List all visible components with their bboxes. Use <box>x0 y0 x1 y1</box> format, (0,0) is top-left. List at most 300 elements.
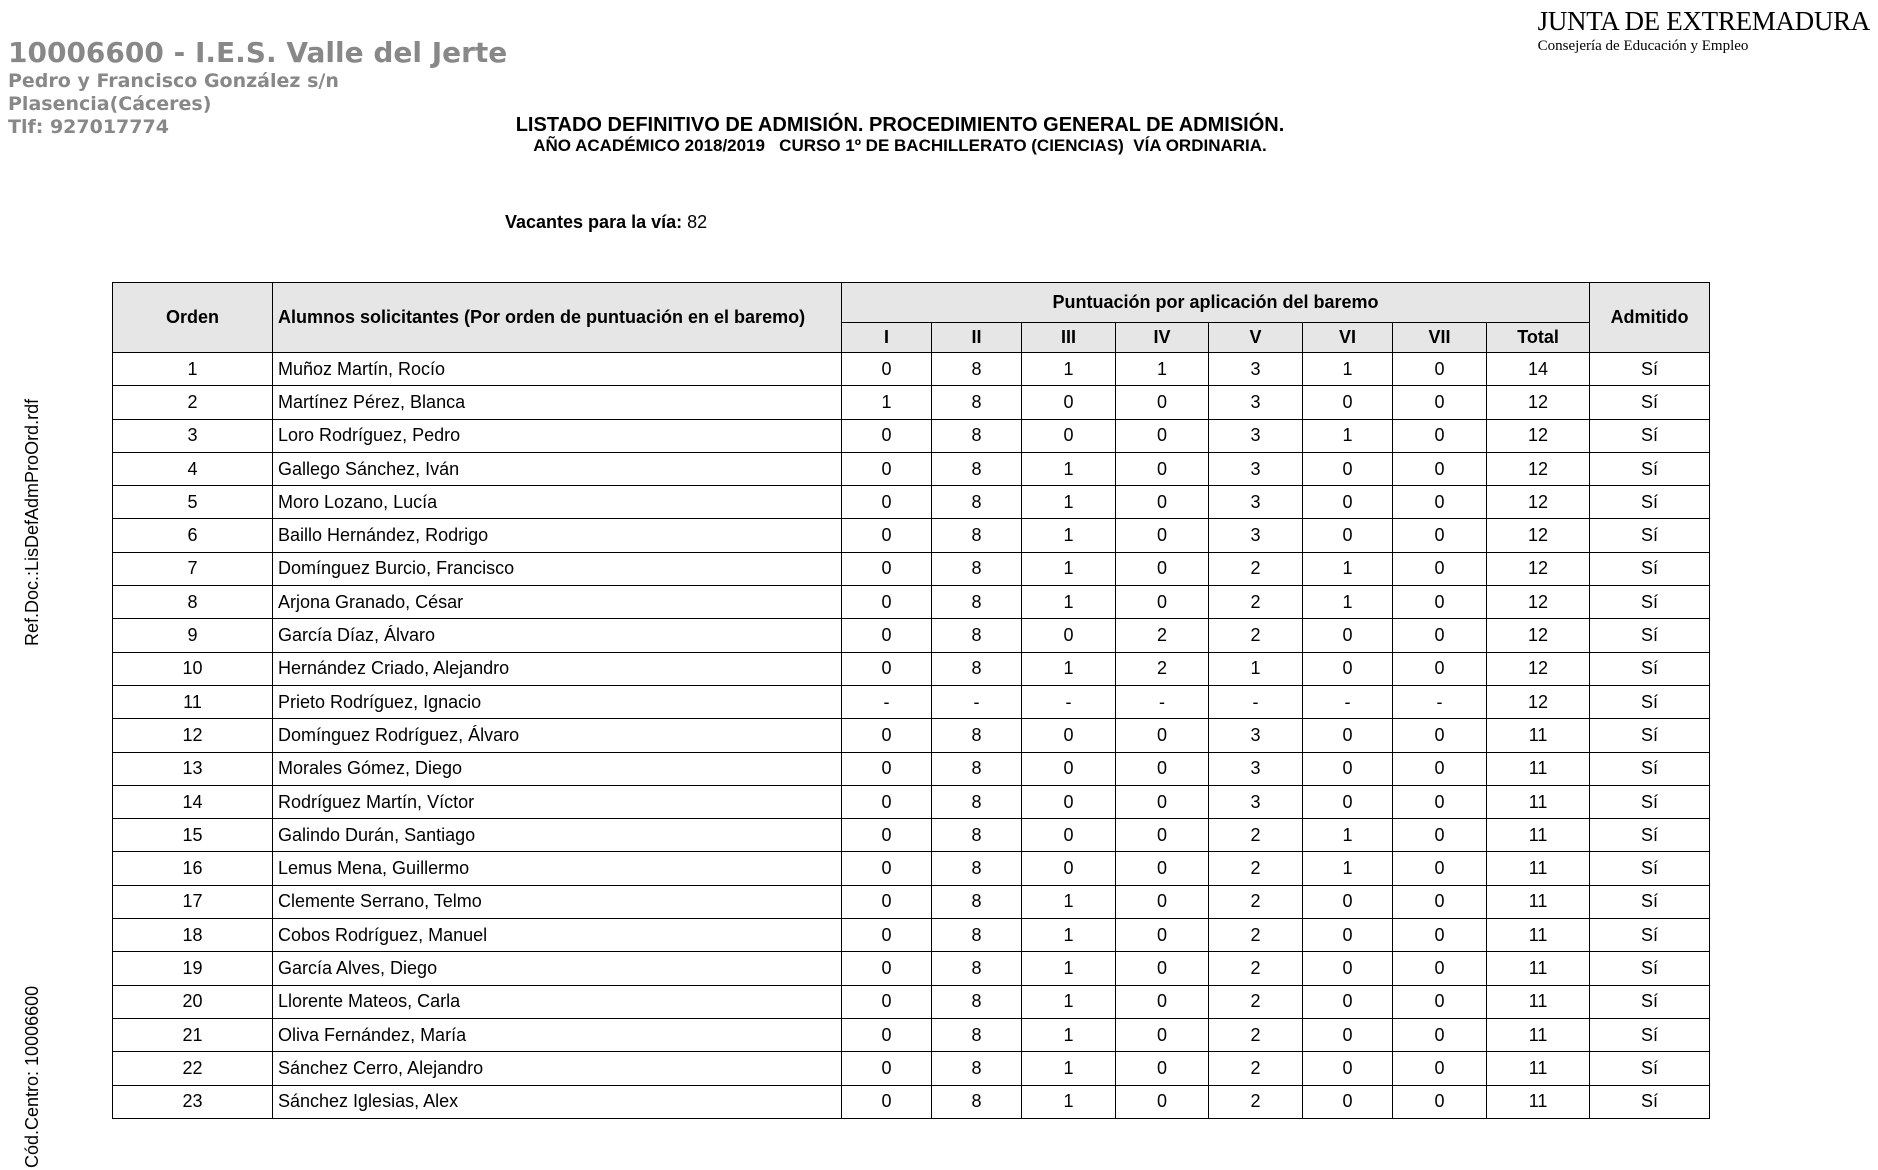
admitido-cell: Sí <box>1590 486 1710 519</box>
student-name-cell: Domínguez Rodríguez, Álvaro <box>273 719 842 752</box>
orden-cell: 22 <box>113 1052 273 1085</box>
student-name-cell: Cobos Rodríguez, Manuel <box>273 919 842 952</box>
score-cell: - <box>1393 685 1487 718</box>
student-name-cell: Loro Rodríguez, Pedro <box>273 419 842 452</box>
orden-cell: 14 <box>113 785 273 818</box>
score-cell: 8 <box>932 952 1022 985</box>
admitido-cell: Sí <box>1590 952 1710 985</box>
student-name-cell: Sánchez Cerro, Alejandro <box>273 1052 842 1085</box>
score-cell: 8 <box>932 785 1022 818</box>
orden-cell: 18 <box>113 919 273 952</box>
score-cell: 0 <box>1116 519 1209 552</box>
junta-logo <box>1538 6 1870 56</box>
score-cell: 0 <box>1022 619 1116 652</box>
student-name-cell: García Díaz, Álvaro <box>273 619 842 652</box>
header-criterion-total: Total <box>1487 323 1590 353</box>
score-cell: 2 <box>1209 586 1303 619</box>
score-cell: 8 <box>932 419 1022 452</box>
admitido-cell: Sí <box>1590 885 1710 918</box>
orden-cell: 15 <box>113 819 273 852</box>
header-criterion-i: I <box>842 323 932 353</box>
score-cell: 2 <box>1209 885 1303 918</box>
score-cell: 0 <box>1303 452 1393 485</box>
score-cell: 11 <box>1487 952 1590 985</box>
score-cell: 0 <box>1393 919 1487 952</box>
score-cell: 0 <box>1116 552 1209 585</box>
score-cell: 14 <box>1487 353 1590 386</box>
table-row <box>113 852 1710 885</box>
score-cell: 0 <box>1393 785 1487 818</box>
score-cell: 8 <box>932 552 1022 585</box>
student-name-cell: Domínguez Burcio, Francisco <box>273 552 842 585</box>
score-cell: 1 <box>1022 1018 1116 1051</box>
score-cell: 0 <box>1116 852 1209 885</box>
school-city: Plasencia(Cáceres) <box>8 93 212 115</box>
cod-centro-label: Cód.Centro: 10006600 <box>22 985 42 1168</box>
score-cell: 0 <box>1303 652 1393 685</box>
orden-cell: 16 <box>113 852 273 885</box>
table-row <box>113 552 1710 585</box>
orden-cell: 7 <box>113 552 273 585</box>
score-cell: 0 <box>1393 752 1487 785</box>
table-row <box>113 685 1710 718</box>
score-cell: 0 <box>1393 519 1487 552</box>
score-cell: 1 <box>842 386 932 419</box>
score-cell: 0 <box>1393 619 1487 652</box>
document-title <box>380 114 1420 156</box>
header-criterion-v: V <box>1209 323 1303 353</box>
score-cell: 0 <box>1393 353 1487 386</box>
score-cell: 0 <box>1116 719 1209 752</box>
score-cell: - <box>1303 685 1393 718</box>
score-cell: 11 <box>1487 1018 1590 1051</box>
score-cell: 0 <box>1393 419 1487 452</box>
score-cell: 0 <box>842 1018 932 1051</box>
score-cell: 8 <box>932 1052 1022 1085</box>
table-row <box>113 353 1710 386</box>
score-cell: - <box>842 685 932 718</box>
logo-subtitle: Consejería de Educación y Empleo <box>1537 38 1749 54</box>
student-name-cell: Hernández Criado, Alejandro <box>273 652 842 685</box>
score-cell: 1 <box>1022 985 1116 1018</box>
table-row <box>113 819 1710 852</box>
score-cell: 1 <box>1209 652 1303 685</box>
score-cell: 0 <box>842 1085 932 1118</box>
orden-cell: 23 <box>113 1085 273 1118</box>
score-cell: 0 <box>842 486 932 519</box>
table-row <box>113 1085 1710 1118</box>
orden-cell: 12 <box>113 719 273 752</box>
admitido-cell: Sí <box>1590 785 1710 818</box>
student-name-cell: Llorente Mateos, Carla <box>273 985 842 1018</box>
header-criterion-vii: VII <box>1393 323 1487 353</box>
score-cell: 11 <box>1487 1052 1590 1085</box>
table-row <box>113 386 1710 419</box>
table-row <box>113 719 1710 752</box>
orden-cell: 2 <box>113 386 273 419</box>
header-criterion-vi: VI <box>1303 323 1393 353</box>
orden-cell: 9 <box>113 619 273 652</box>
student-name-cell: Muñoz Martín, Rocío <box>273 353 842 386</box>
score-cell: 1 <box>1022 885 1116 918</box>
score-cell: 0 <box>1116 1085 1209 1118</box>
admitido-cell: Sí <box>1590 985 1710 1018</box>
header-admitido: Admitido <box>1590 283 1710 353</box>
score-cell: 11 <box>1487 885 1590 918</box>
score-cell: 8 <box>932 919 1022 952</box>
score-cell: 0 <box>1393 852 1487 885</box>
admitido-cell: Sí <box>1590 1052 1710 1085</box>
score-cell: 2 <box>1209 619 1303 652</box>
student-name-cell: Galindo Durán, Santiago <box>273 819 842 852</box>
score-cell: 0 <box>1393 1018 1487 1051</box>
score-cell: 0 <box>1116 452 1209 485</box>
score-cell: 8 <box>932 985 1022 1018</box>
admitido-cell: Sí <box>1590 552 1710 585</box>
score-cell: 8 <box>932 885 1022 918</box>
admitido-cell: Sí <box>1590 919 1710 952</box>
score-cell: 0 <box>1116 919 1209 952</box>
score-cell: - <box>1022 685 1116 718</box>
score-cell: 11 <box>1487 852 1590 885</box>
table-row <box>113 985 1710 1018</box>
score-cell: 0 <box>1393 386 1487 419</box>
score-cell: 0 <box>1116 419 1209 452</box>
score-cell: 0 <box>1022 419 1116 452</box>
score-cell: 3 <box>1209 353 1303 386</box>
table-row <box>113 785 1710 818</box>
student-name-cell: Martínez Pérez, Blanca <box>273 386 842 419</box>
score-cell: 0 <box>1393 652 1487 685</box>
score-cell: 3 <box>1209 452 1303 485</box>
table-row <box>113 1018 1710 1051</box>
score-cell: 1 <box>1116 353 1209 386</box>
vacantes-label: Vacantes para la vía: <box>505 212 683 232</box>
score-cell: 11 <box>1487 1085 1590 1118</box>
score-cell: 0 <box>1303 1018 1393 1051</box>
score-cell: 0 <box>842 652 932 685</box>
header-alumnos: Alumnos solicitantes (Por orden de puntuación en el baremo) <box>273 283 842 353</box>
score-cell: 8 <box>932 386 1022 419</box>
score-cell: 0 <box>1393 819 1487 852</box>
score-cell: 12 <box>1487 619 1590 652</box>
orden-cell: 4 <box>113 452 273 485</box>
score-cell: 2 <box>1209 985 1303 1018</box>
score-cell: 0 <box>1022 719 1116 752</box>
score-cell: 0 <box>1116 752 1209 785</box>
score-cell: 0 <box>1022 752 1116 785</box>
score-cell: 12 <box>1487 386 1590 419</box>
admitido-cell: Sí <box>1590 1085 1710 1118</box>
score-cell: 1 <box>1303 586 1393 619</box>
score-cell: 0 <box>842 419 932 452</box>
score-cell: 12 <box>1487 685 1590 718</box>
score-cell: 1 <box>1303 419 1393 452</box>
admitido-cell: Sí <box>1590 353 1710 386</box>
admitido-cell: Sí <box>1590 419 1710 452</box>
score-cell: 0 <box>1022 386 1116 419</box>
score-cell: 0 <box>1303 1085 1393 1118</box>
admitido-cell: Sí <box>1590 452 1710 485</box>
score-cell: 12 <box>1487 519 1590 552</box>
score-cell: 2 <box>1209 1018 1303 1051</box>
score-cell: 0 <box>842 719 932 752</box>
score-cell: 12 <box>1487 586 1590 619</box>
score-cell: 8 <box>932 353 1022 386</box>
student-name-cell: Lemus Mena, Guillermo <box>273 852 842 885</box>
table-row <box>113 952 1710 985</box>
score-cell: 8 <box>932 852 1022 885</box>
table-row <box>113 486 1710 519</box>
orden-cell: 17 <box>113 885 273 918</box>
score-cell: 11 <box>1487 719 1590 752</box>
header-criterion-iii: III <box>1022 323 1116 353</box>
score-cell: 0 <box>1116 1052 1209 1085</box>
score-cell: 0 <box>1116 386 1209 419</box>
orden-cell: 1 <box>113 353 273 386</box>
score-cell: 0 <box>1116 785 1209 818</box>
score-cell: 1 <box>1022 1085 1116 1118</box>
score-cell: 0 <box>1303 919 1393 952</box>
score-cell: 1 <box>1022 1052 1116 1085</box>
score-cell: 1 <box>1303 819 1393 852</box>
score-cell: 0 <box>842 852 932 885</box>
score-cell: 8 <box>932 719 1022 752</box>
score-cell: 0 <box>1393 985 1487 1018</box>
score-cell: 0 <box>1116 586 1209 619</box>
student-name-cell: Gallego Sánchez, Iván <box>273 452 842 485</box>
score-cell: 0 <box>1303 486 1393 519</box>
score-cell: 12 <box>1487 652 1590 685</box>
admitido-cell: Sí <box>1590 586 1710 619</box>
score-cell: 0 <box>1116 952 1209 985</box>
vacantes <box>505 212 707 233</box>
score-cell: 8 <box>932 586 1022 619</box>
header-criterion-iv: IV <box>1116 323 1209 353</box>
score-cell: 0 <box>1303 785 1393 818</box>
admitido-cell: Sí <box>1590 386 1710 419</box>
admitido-cell: Sí <box>1590 819 1710 852</box>
score-cell: 1 <box>1022 952 1116 985</box>
score-cell: 0 <box>1393 1052 1487 1085</box>
orden-cell: 6 <box>113 519 273 552</box>
student-name-cell: Clemente Serrano, Telmo <box>273 885 842 918</box>
score-cell: 0 <box>1393 1085 1487 1118</box>
header-puntuacion: Puntuación por aplicación del baremo <box>842 283 1590 323</box>
orden-cell: 10 <box>113 652 273 685</box>
student-name-cell: Prieto Rodríguez, Ignacio <box>273 685 842 718</box>
score-cell: 3 <box>1209 785 1303 818</box>
score-cell: 1 <box>1022 452 1116 485</box>
title-line-2: AÑO ACADÉMICO 2018/2019 CURSO 1º DE BACHILLERATO (CIENCIAS) VÍA ORDINARIA. <box>533 136 1267 155</box>
score-cell: 0 <box>842 452 932 485</box>
score-cell: 0 <box>842 586 932 619</box>
admitido-cell: Sí <box>1590 685 1710 718</box>
score-cell: 0 <box>1116 885 1209 918</box>
score-cell: 3 <box>1209 386 1303 419</box>
score-cell: 0 <box>1303 1052 1393 1085</box>
score-cell: 2 <box>1209 1085 1303 1118</box>
score-cell: 8 <box>932 619 1022 652</box>
score-cell: 8 <box>932 819 1022 852</box>
score-cell: 1 <box>1022 586 1116 619</box>
admission-table <box>112 282 1710 1119</box>
title-line-1: LISTADO DEFINITIVO DE ADMISIÓN. PROCEDIMIENTO GENERAL DE ADMISIÓN. <box>515 114 1285 136</box>
student-name-cell: Oliva Fernández, María <box>273 1018 842 1051</box>
table-row <box>113 1052 1710 1085</box>
table-row <box>113 419 1710 452</box>
score-cell: 0 <box>1393 952 1487 985</box>
score-cell: 0 <box>1303 752 1393 785</box>
table-row <box>113 586 1710 619</box>
score-cell: 1 <box>1022 353 1116 386</box>
score-cell: 8 <box>932 519 1022 552</box>
table-row <box>113 652 1710 685</box>
score-cell: 0 <box>1303 719 1393 752</box>
student-name-cell: Morales Gómez, Diego <box>273 752 842 785</box>
score-cell: 2 <box>1209 919 1303 952</box>
orden-cell: 3 <box>113 419 273 452</box>
score-cell: 0 <box>1022 785 1116 818</box>
score-cell: 0 <box>1393 552 1487 585</box>
score-cell: 0 <box>842 519 932 552</box>
admitido-cell: Sí <box>1590 752 1710 785</box>
score-cell: 3 <box>1209 752 1303 785</box>
score-cell: 12 <box>1487 486 1590 519</box>
admitido-cell: Sí <box>1590 1018 1710 1051</box>
student-name-cell: Rodríguez Martín, Víctor <box>273 785 842 818</box>
score-cell: 11 <box>1487 785 1590 818</box>
score-cell: 1 <box>1022 552 1116 585</box>
score-cell: 3 <box>1209 486 1303 519</box>
score-cell: 0 <box>1303 519 1393 552</box>
score-cell: 8 <box>932 1018 1022 1051</box>
orden-cell: 21 <box>113 1018 273 1051</box>
table-row <box>113 452 1710 485</box>
orden-cell: 8 <box>113 586 273 619</box>
score-cell: 0 <box>1303 952 1393 985</box>
logo-title: JUNTA DE EXTREMADURA <box>1537 6 1870 36</box>
score-cell: 12 <box>1487 452 1590 485</box>
score-cell: 0 <box>1393 885 1487 918</box>
score-cell: 0 <box>842 552 932 585</box>
score-cell: 0 <box>1303 985 1393 1018</box>
score-cell: 2 <box>1209 552 1303 585</box>
orden-cell: 13 <box>113 752 273 785</box>
orden-cell: 19 <box>113 952 273 985</box>
score-cell: 2 <box>1116 619 1209 652</box>
score-cell: 1 <box>1303 552 1393 585</box>
score-cell: 0 <box>842 353 932 386</box>
score-cell: 12 <box>1487 419 1590 452</box>
score-cell: 3 <box>1209 519 1303 552</box>
score-cell: 0 <box>1116 1018 1209 1051</box>
score-cell: 0 <box>842 1052 932 1085</box>
score-cell: 0 <box>842 952 932 985</box>
score-cell: 2 <box>1209 1052 1303 1085</box>
vacantes-value: 82 <box>687 212 708 232</box>
score-cell: 0 <box>1393 719 1487 752</box>
score-cell: 0 <box>1393 452 1487 485</box>
score-cell: 8 <box>932 452 1022 485</box>
score-cell: 0 <box>1303 386 1393 419</box>
score-cell: 0 <box>1116 486 1209 519</box>
score-cell: - <box>1209 685 1303 718</box>
school-phone: Tlf: 927017774 <box>8 116 169 138</box>
table-row <box>113 752 1710 785</box>
score-cell: 11 <box>1487 819 1590 852</box>
score-cell: 0 <box>1393 586 1487 619</box>
score-cell: 11 <box>1487 752 1590 785</box>
score-cell: 1 <box>1303 353 1393 386</box>
header-orden: Orden <box>113 283 273 353</box>
score-cell: 2 <box>1209 819 1303 852</box>
score-cell: 0 <box>1116 985 1209 1018</box>
score-cell: 0 <box>842 885 932 918</box>
admitido-cell: Sí <box>1590 852 1710 885</box>
score-cell: 2 <box>1209 852 1303 885</box>
orden-cell: 20 <box>113 985 273 1018</box>
score-cell: 0 <box>1022 819 1116 852</box>
student-name-cell: Baillo Hernández, Rodrigo <box>273 519 842 552</box>
score-cell: 1 <box>1022 486 1116 519</box>
score-cell: 11 <box>1487 985 1590 1018</box>
score-cell: 11 <box>1487 919 1590 952</box>
score-cell: 2 <box>1209 952 1303 985</box>
table-row <box>113 519 1710 552</box>
score-cell: 3 <box>1209 719 1303 752</box>
admitido-cell: Sí <box>1590 619 1710 652</box>
score-cell: 8 <box>932 752 1022 785</box>
table-row <box>113 919 1710 952</box>
score-cell: 0 <box>1022 852 1116 885</box>
score-cell: - <box>1116 685 1209 718</box>
score-cell: 8 <box>932 1085 1022 1118</box>
score-cell: 1 <box>1022 519 1116 552</box>
score-cell: 0 <box>1303 885 1393 918</box>
school-address: Pedro y Francisco González s/n <box>8 70 339 92</box>
header-criterion-ii: II <box>932 323 1022 353</box>
score-cell: 0 <box>842 919 932 952</box>
score-cell: 0 <box>1393 486 1487 519</box>
score-cell: 8 <box>932 652 1022 685</box>
student-name-cell: García Alves, Diego <box>273 952 842 985</box>
school-name: 10006600 - I.E.S. Valle del Jerte <box>8 36 508 69</box>
score-cell: 1 <box>1303 852 1393 885</box>
score-cell: 0 <box>842 985 932 1018</box>
score-cell: - <box>932 685 1022 718</box>
admitido-cell: Sí <box>1590 652 1710 685</box>
admitido-cell: Sí <box>1590 519 1710 552</box>
score-cell: 12 <box>1487 552 1590 585</box>
ref-doc-label: Ref.Doc.:LisDefAdmProOrd.rdf <box>22 398 42 646</box>
table-row <box>113 885 1710 918</box>
score-cell: 0 <box>842 619 932 652</box>
score-cell: 2 <box>1116 652 1209 685</box>
orden-cell: 11 <box>113 685 273 718</box>
score-cell: 1 <box>1022 919 1116 952</box>
student-name-cell: Arjona Granado, César <box>273 586 842 619</box>
table-row <box>113 619 1710 652</box>
score-cell: 3 <box>1209 419 1303 452</box>
student-name-cell: Moro Lozano, Lucía <box>273 486 842 519</box>
score-cell: 0 <box>842 819 932 852</box>
score-cell: 0 <box>842 752 932 785</box>
score-cell: 8 <box>932 486 1022 519</box>
score-cell: 0 <box>842 785 932 818</box>
admitido-cell: Sí <box>1590 719 1710 752</box>
score-cell: 0 <box>1116 819 1209 852</box>
